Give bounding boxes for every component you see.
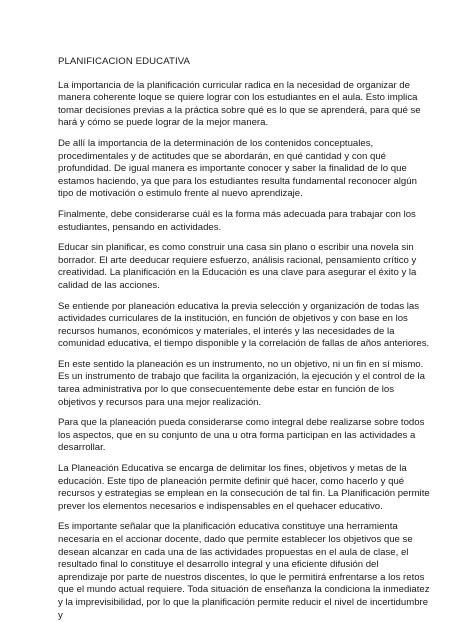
document-title: PLANIFICACION EDUCATIVA [58,56,191,67]
paragraph-definicion: Se entiende por planeación educativa la previa selección y organización de todas las actividades curriculares de la institución, en función de objetivos y con base en los recursos humanos, económicos y materiales, el interés y las necesidades de la comunidad educativa, el tiempo disponible y la correlación de fallas de años anteriores. [58,300,430,350]
paragraph-importancia: La importancia de la planificación curricular radica en la necesidad de organizar de manera coherente loque se quiere lograr con los estudiantes en el aula. Esto implica tomar decisiones previas a la práctica sobre qué es lo que se aprenderá, para qué se hará y cómo se puede lograr de la mejor manera. [58,79,421,129]
paragraph-contenidos: De allí la importancia de la determinación de los contenidos conceptuales, procedimentales y de actitudes que se abordarán, en qué cantidad y con qué profundidad. De igual manera es importante conocer y saber la finalidad de lo que estamos haciendo, ya que para los estudiantes resulta fundamental reconocer algún tipo de motivación o estimulo frente al nuevo aprendizaje. [58,137,417,200]
paragraph-educar: Educar sin planificar, es como construir una casa sin plano o escribir una novela sin borrador. El arte deeducar requiere esfuerzo, análisis racional, pensamiento crítico y creatividad. La planificación en la Educación es una clave para asegurar el éxito y la calidad de las acciones. [58,242,417,291]
paragraph-herramienta: Es importante señalar que la planificación educativa constituye una herramienta necesaria en el accionar docente, dado que permite establecer los objetivos que se desean alcanzar en cada una de las actividades propuestas en el aula de clase, el resultado final lo constituye el desarrollo integral y una eficiente difusión del aprendizaje por parte de nuestros discentes, lo que le permitirá enfrentarse a los retos que el mundo actual requiere. Toda situación de enseñanza la condiciona la inmediatez y la imprevisibilidad, por lo que la planificación permite reducir el nivel de incertidumbre y [58,521,430,621]
paragraph-finalmente: Finalmente, debe considerarse cuál es la forma más adecuada para trabajar con los estudiantes, pensando en actividades. [58,208,416,233]
paragraph-fines: La Planeación Educativa se encarga de delimitar los fines, objetivos y metas de la educación. Este tipo de planeación permite definir qué hacer, como hacerlo y qué recursos y estrategias se emplean en la consecución de tal fin. La Planificación permite prever los elementos necesarios e indispensables en el quehacer educativo. [58,463,430,512]
paragraph-integral: Para que la planeación pueda considerarse como integral debe realizarse sobre todos los aspectos, que en su conjunto de una u otra forma participan en las actividades a desarrollar. [58,417,425,454]
paragraph-instrumento: En este sentido la planeación es un instrumento, no un objetivo, ni un fin en sí mismo. Es un instrumento de trabajo que facilita la organización, la ejecución y el control de la tarea administrativa por lo que consecuentemente debe estar en función de los objetivos y recursos para una mejor realización. [58,358,425,408]
